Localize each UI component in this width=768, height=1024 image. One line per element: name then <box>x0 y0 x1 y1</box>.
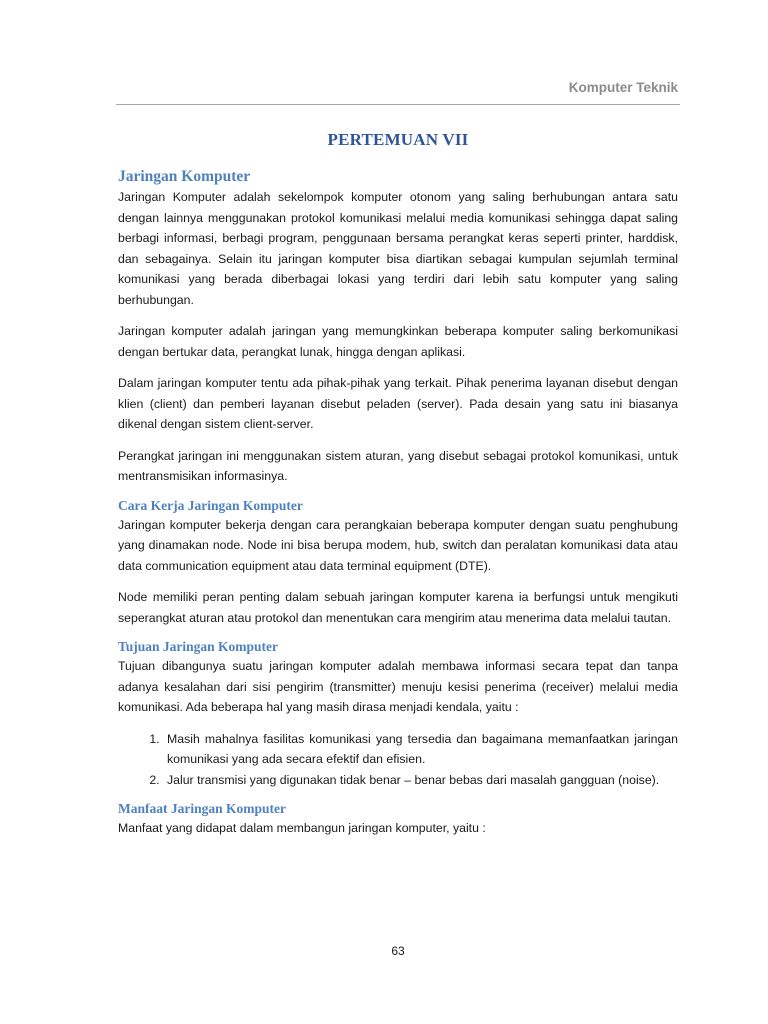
page-number: 63 <box>391 944 405 958</box>
list-item: 2. Jalur transmisi yang digunakan tidak benar – benar bebas dari masalah gangguan (noise). <box>163 770 678 791</box>
section-heading: Tujuan Jaringan Komputer <box>118 639 279 654</box>
section-heading: Jaringan Komputer <box>118 168 251 185</box>
running-header: Komputer Teknik <box>568 80 678 95</box>
paragraph: Dalam jaringan komputer tentu ada pihak-pihak yang terkait. Pihak penerima layanan disebut dengan klien (client) dan pemberi layanan disebut peladen (server). Pada desain yang satu ini biasanya dikenal dengan sistem client-server. <box>118 376 678 431</box>
paragraph: Manfaat yang didapat dalam membangun jaringan komputer, yaitu : <box>118 821 486 835</box>
numbered-list <box>118 729 678 791</box>
paragraph: Jaringan komputer bekerja dengan cara perangkaian beberapa komputer dengan suatu penghubung yang dinamakan node. Node ini bisa berupa modem, hub, switch dan peralatan komunikasi data atau data communication equipment atau data terminal equipment (DTE). <box>118 517 678 573</box>
list-item: 1. Masih mahalnya fasilitas komunikasi yang tersedia dan bagaimana memanfaatkan jaringan komunikasi yang ada secara efektif dan efisien. <box>163 729 678 770</box>
paragraph: Jaringan Komputer adalah sekelompok komputer otonom yang saling berhubungan antara satu dengan lainnya menggunakan protokol komunikasi melalui media komunikasi sehingga dapat saling berbagi informasi, berbagi program, penggunaan bersama perangkat keras seperti printer, harddisk, dan sebagainya. Selain itu jaringan komputer bisa diartikan sebagai kumpulan sejumlah terminal komunikasi yang berada diberbagai lokasi yang terdiri dari lebih satu komputer yang saling berhubungan. <box>118 190 678 307</box>
section-heading: Manfaat Jaringan Komputer <box>118 801 286 816</box>
section-jaringan-komputer <box>118 168 678 487</box>
section-heading: Cara Kerja Jaringan Komputer <box>118 497 303 513</box>
chapter-title: PERTEMUAN VII <box>327 130 469 149</box>
paragraph: Perangkat jaringan ini menggunakan sistem aturan, yang disebut sebagai protokol komunikasi, untuk mentransmisikan informasinya. <box>118 448 678 483</box>
paragraph: Jaringan komputer adalah jaringan yang memungkinkan beberapa komputer saling berkomunikasi dengan bertukar data, perangkat lunak, hingga dengan aplikasi. <box>118 324 678 359</box>
section-cara-kerja <box>118 498 678 629</box>
section-tujuan <box>118 639 678 790</box>
paragraph: Node memiliki peran penting dalam sebuah jaringan komputer karena ia berfungsi untuk mengikuti seperangkat aturan atau protokol dan menentukan cara mengirim atau menerima data melalui tautan. <box>118 590 678 625</box>
page-content <box>118 130 678 839</box>
header-divider <box>116 104 680 105</box>
paragraph: Tujuan dibangunya suatu jaringan komputer adalah membawa informasi secara tepat dan tanpa adanya kesalahan dari sisi pengirim (transmitter) menuju kesisi penerima (receiver) melalui media komunikasi. Ada beberapa hal yang masih dirasa menjadi kendala, yaitu : <box>118 659 678 714</box>
section-manfaat <box>118 801 678 839</box>
